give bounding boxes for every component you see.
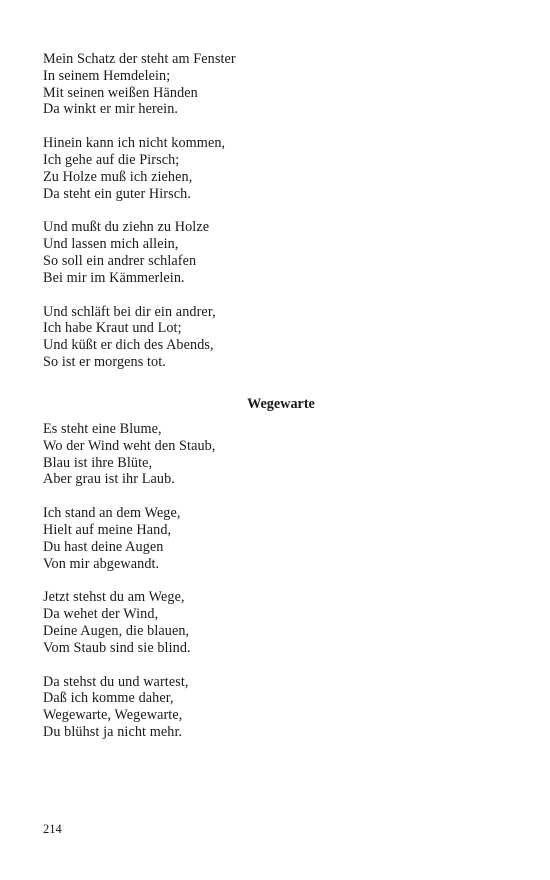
previous-poem-continuation	[43, 51, 503, 388]
verse-line: Wo der Wind weht den Staub,	[43, 437, 216, 454]
verse-line: Und lassen mich allein,	[43, 236, 179, 253]
verse-line: Von mir abgewandt.	[43, 555, 160, 572]
poem-title: Wegewarte	[247, 396, 315, 412]
verse-line: Ich stand an dem Wege,	[43, 505, 181, 522]
stanza	[43, 505, 503, 572]
verse-line: Und mußt du ziehn zu Holze	[43, 219, 210, 236]
stanza	[43, 219, 503, 286]
verse-line: Du hast deine Augen	[43, 538, 164, 555]
stanza	[43, 674, 503, 741]
verse-line: Und schläft bei dir ein andrer,	[43, 303, 216, 320]
verse-line: Jetzt stehst du am Wege,	[43, 589, 185, 606]
verse-line: Bei mir im Kämmerlein.	[43, 269, 185, 286]
verse-line: Wegewarte, Wegewarte,	[43, 707, 183, 724]
verse-line: Daß ich komme daher,	[43, 690, 174, 707]
verse-line: So soll ein andrer schlafen	[43, 252, 197, 269]
stanza	[43, 135, 503, 202]
verse-line: Mit seinen weißen Händen	[43, 84, 198, 101]
verse-line: Da wehet der Wind,	[43, 606, 159, 623]
verse-line: In seinem Hemdelein;	[43, 67, 171, 84]
verse-line: Deine Augen, die blauen,	[43, 622, 190, 639]
stanza	[43, 421, 503, 488]
stanza	[43, 304, 503, 371]
verse-line: Da winkt er mir herein.	[43, 101, 179, 118]
verse-line: Vom Staub sind sie blind.	[43, 639, 191, 656]
verse-line: Da stehst du und wartest,	[43, 673, 189, 690]
poem-body	[43, 421, 503, 758]
verse-line: Und küßt er dich des Abends,	[43, 337, 214, 354]
verse-line: Da steht ein guter Hirsch.	[43, 185, 191, 202]
verse-line: Hinein kann ich nicht kommen,	[43, 135, 226, 152]
stanza	[43, 589, 503, 656]
verse-line: Du blühst ja nicht mehr.	[43, 723, 183, 740]
verse-line: Blau ist ihre Blüte,	[43, 454, 153, 471]
page-number: 214	[43, 822, 62, 836]
verse-line: Mein Schatz der steht am Fenster	[43, 51, 236, 67]
verse-line: Es steht eine Blume,	[43, 421, 162, 437]
verse-line: So ist er morgens tot.	[43, 353, 166, 370]
verse-line: Ich habe Kraut und Lot;	[43, 320, 182, 337]
verse-line: Hielt auf meine Hand,	[43, 521, 172, 538]
verse-line: Aber grau ist ihr Laub.	[43, 471, 175, 488]
verse-line: Zu Holze muß ich ziehen,	[43, 168, 193, 185]
verse-line: Ich gehe auf die Pirsch;	[43, 151, 180, 168]
stanza	[43, 51, 503, 118]
